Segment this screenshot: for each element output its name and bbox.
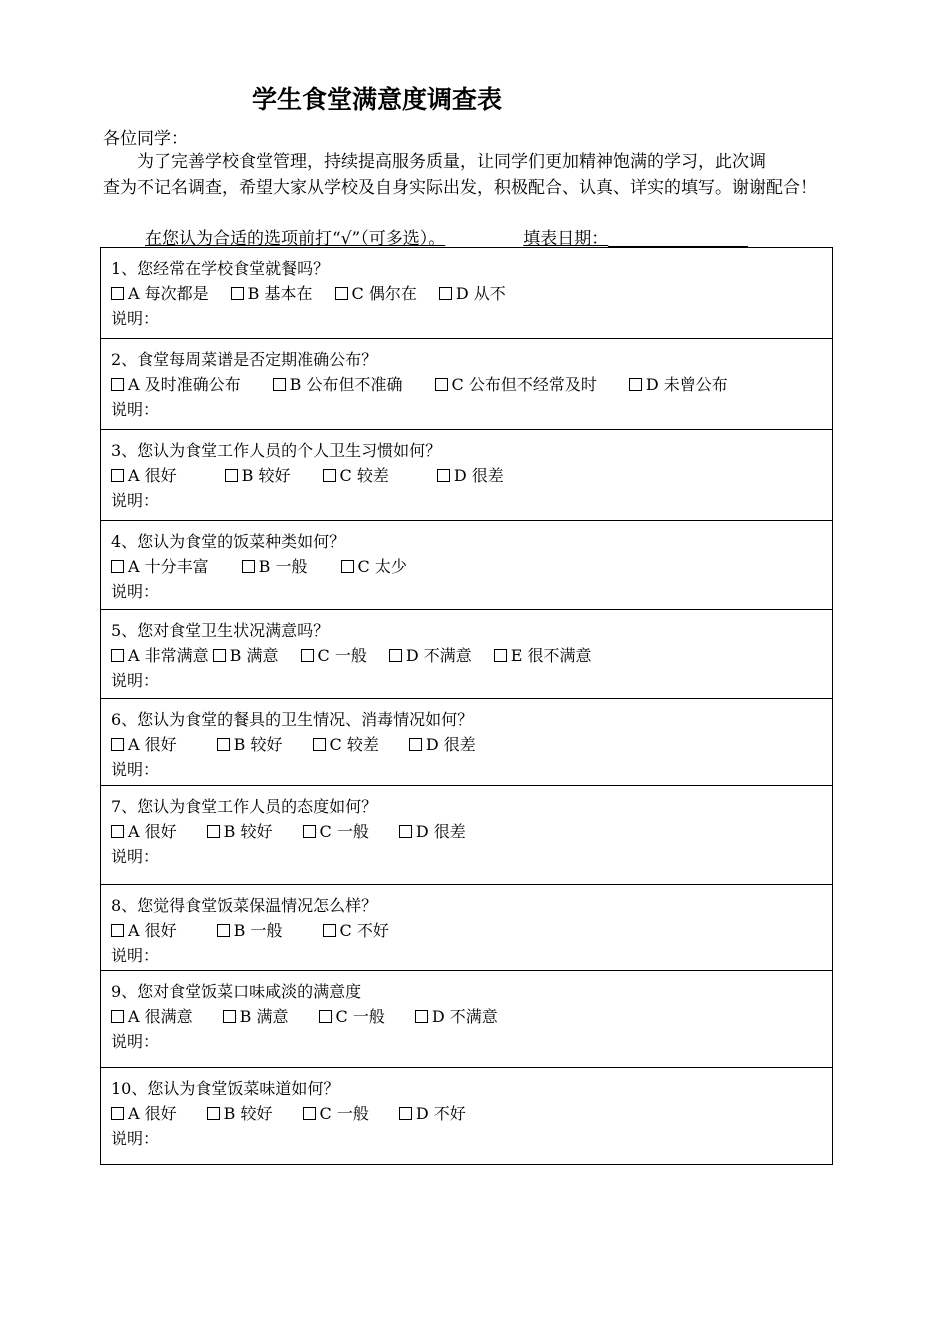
greeting: 各位同学： [103, 129, 188, 149]
checkbox[interactable] [217, 738, 230, 751]
note-label: 说明： [111, 491, 160, 510]
option[interactable] [111, 463, 177, 488]
option[interactable] [303, 819, 369, 844]
question-text: 10、您认为食堂饭菜味道如何？ [111, 1079, 340, 1098]
question-row [101, 248, 833, 339]
option[interactable] [111, 372, 241, 397]
option[interactable] [319, 1004, 385, 1029]
checkbox[interactable] [207, 1107, 220, 1120]
question-text: 8、您觉得食堂饭菜保温情况怎么样？ [111, 896, 378, 915]
option-label: C 一般 [317, 646, 367, 665]
options-row [111, 1004, 822, 1029]
option-label: A 及时准确公布 [128, 375, 241, 394]
option-label: C 偶尔在 [351, 284, 417, 303]
options-row [111, 643, 822, 668]
checkbox[interactable] [389, 649, 402, 662]
option-label: D 不好 [415, 1104, 466, 1123]
checkbox[interactable] [415, 1010, 428, 1023]
option[interactable] [111, 554, 209, 579]
checkbox[interactable] [207, 825, 220, 838]
option-label: B 满意 [239, 1007, 289, 1026]
note-label: 说明： [111, 309, 160, 328]
option[interactable] [273, 372, 403, 397]
checkbox[interactable] [111, 378, 124, 391]
option-label: C 公布但不经常及时 [451, 375, 597, 394]
option-label: D 未曾公布 [645, 375, 728, 394]
options-row [111, 918, 822, 943]
note-label: 说明： [111, 1129, 160, 1148]
question-row [101, 430, 833, 521]
intro-line-2: 查为不记名调查，希望大家从学校及自身实际出发，积极配合、认真、详实的填写。谢谢配合！ [103, 178, 817, 198]
option-label: A 很好 [128, 735, 177, 754]
question-cell [101, 885, 833, 971]
option-label: A 十分丰富 [128, 557, 209, 576]
option[interactable] [437, 463, 504, 488]
option[interactable] [301, 643, 367, 668]
checkbox[interactable] [111, 1107, 124, 1120]
checkbox[interactable] [409, 738, 422, 751]
option-label: D 很差 [425, 735, 476, 754]
option[interactable] [494, 643, 592, 668]
option[interactable] [389, 643, 472, 668]
option-label: A 很满意 [128, 1007, 193, 1026]
checkbox[interactable] [323, 469, 336, 482]
checkbox[interactable] [111, 738, 124, 751]
option[interactable] [399, 819, 466, 844]
question-text: 1、您经常在学校食堂就餐吗？ [111, 259, 330, 278]
option-label: B 较好 [223, 1104, 273, 1123]
question-text: 2、食堂每周菜谱是否定期准确公布？ [111, 350, 378, 369]
checkbox[interactable] [273, 378, 286, 391]
option[interactable] [111, 1004, 193, 1029]
options-row [111, 281, 822, 306]
option[interactable] [111, 819, 177, 844]
checkbox[interactable] [399, 1107, 412, 1120]
question-cell [101, 248, 833, 339]
option[interactable] [217, 732, 283, 757]
option[interactable] [435, 372, 597, 397]
note-label: 说明： [111, 760, 160, 779]
option[interactable] [323, 918, 389, 943]
date-field[interactable] [608, 229, 748, 247]
question-row [101, 699, 833, 786]
option-label: B 一般 [233, 921, 283, 940]
options-row [111, 1101, 822, 1126]
checkbox[interactable] [223, 1010, 236, 1023]
question-row [101, 610, 833, 699]
checkbox[interactable] [111, 825, 124, 838]
option[interactable] [217, 918, 283, 943]
option-label: C 较差 [339, 466, 389, 485]
option[interactable] [629, 372, 728, 397]
page-title: 学生食堂满意度调查表 [252, 85, 503, 114]
checkbox[interactable] [217, 924, 230, 937]
option[interactable] [415, 1004, 498, 1029]
checkbox[interactable] [323, 924, 336, 937]
checkbox[interactable] [435, 378, 448, 391]
option[interactable] [111, 1101, 177, 1126]
checkbox[interactable] [313, 738, 326, 751]
option[interactable] [323, 463, 389, 488]
option-label: C 不好 [339, 921, 389, 940]
instruction-row [145, 224, 748, 249]
options-row [111, 819, 822, 844]
option-label: A 很好 [128, 1104, 177, 1123]
options-row [111, 463, 822, 488]
checkbox[interactable] [225, 469, 238, 482]
option-label: C 较差 [329, 735, 379, 754]
option-label: B 公布但不准确 [289, 375, 403, 394]
option[interactable] [225, 463, 291, 488]
checkbox[interactable] [494, 649, 507, 662]
question-text: 3、您认为食堂工作人员的个人卫生习惯如何？ [111, 441, 442, 460]
date-label: 填表日期： [523, 229, 609, 249]
note-label: 说明： [111, 582, 160, 601]
question-row [101, 885, 833, 971]
option-label: C 一般 [319, 1104, 369, 1123]
option[interactable] [111, 643, 209, 668]
checkbox[interactable] [213, 649, 226, 662]
checkbox[interactable] [111, 649, 124, 662]
option-label: B 基本在 [247, 284, 313, 303]
option[interactable] [111, 732, 177, 757]
option-label: D 很差 [453, 466, 504, 485]
question-text: 7、您认为食堂工作人员的态度如何？ [111, 797, 378, 816]
checkbox[interactable] [111, 469, 124, 482]
option[interactable] [303, 1101, 369, 1126]
question-cell [101, 699, 833, 786]
option-label: C 太少 [357, 557, 407, 576]
option[interactable] [335, 281, 417, 306]
question-row [101, 786, 833, 885]
option-label: B 较好 [241, 466, 291, 485]
note-label: 说明： [111, 847, 160, 866]
option[interactable] [213, 643, 279, 668]
question-cell [101, 1068, 833, 1165]
option[interactable] [313, 732, 379, 757]
checkbox[interactable] [335, 287, 348, 300]
checkbox[interactable] [437, 469, 450, 482]
checkbox[interactable] [111, 287, 124, 300]
question-text: 5、您对食堂卫生状况满意吗？ [111, 621, 330, 640]
option[interactable] [399, 1101, 466, 1126]
note-label: 说明： [111, 1032, 160, 1051]
question-cell [101, 339, 833, 430]
note-label: 说明： [111, 671, 160, 690]
checkbox[interactable] [242, 560, 255, 573]
checkbox[interactable] [111, 924, 124, 937]
option[interactable] [111, 281, 209, 306]
checkbox[interactable] [301, 649, 314, 662]
question-table [100, 247, 833, 1165]
question-row [101, 521, 833, 610]
option-label: B 满意 [229, 646, 279, 665]
checkbox[interactable] [629, 378, 642, 391]
note-label: 说明： [111, 400, 160, 419]
checkbox[interactable] [231, 287, 244, 300]
intro-paragraph [103, 149, 863, 201]
option-label: A 很好 [128, 822, 177, 841]
question-cell [101, 971, 833, 1068]
options-row [111, 732, 822, 757]
note-label: 说明： [111, 946, 160, 965]
option-label: D 不满意 [405, 646, 472, 665]
option[interactable] [223, 1004, 289, 1029]
option[interactable] [341, 554, 407, 579]
option-label: B 一般 [258, 557, 308, 576]
checkbox[interactable] [303, 825, 316, 838]
option[interactable] [242, 554, 308, 579]
checkbox[interactable] [111, 560, 124, 573]
option-label: A 每次都是 [128, 284, 209, 303]
option-label: D 很差 [415, 822, 466, 841]
question-cell [101, 430, 833, 521]
question-row [101, 971, 833, 1068]
option[interactable] [409, 732, 476, 757]
option-label: D 从不 [455, 284, 506, 303]
options-row [111, 554, 822, 579]
question-text: 9、您对食堂饭菜口味咸淡的满意度 [111, 982, 362, 1001]
option[interactable] [207, 1101, 273, 1126]
option-label: A 非常满意 [128, 646, 209, 665]
checkbox[interactable] [399, 825, 412, 838]
option-label: D 不满意 [431, 1007, 498, 1026]
checkbox[interactable] [111, 1010, 124, 1023]
option-label: A 很好 [128, 921, 177, 940]
question-cell [101, 610, 833, 699]
checkbox[interactable] [341, 560, 354, 573]
option-label: B 较好 [223, 822, 273, 841]
option-label: C 一般 [319, 822, 369, 841]
instruction-text: 在您认为合适的选项前打“√”（可多选）。 [145, 229, 446, 249]
question-row [101, 1068, 833, 1165]
question-cell [101, 521, 833, 610]
option[interactable] [231, 281, 313, 306]
checkbox[interactable] [319, 1010, 332, 1023]
option-label: A 很好 [128, 466, 177, 485]
option[interactable] [111, 918, 177, 943]
option-label: B 较好 [233, 735, 283, 754]
question-row [101, 339, 833, 430]
option[interactable] [439, 281, 506, 306]
options-row [111, 372, 822, 397]
intro-line-1: 为了完善学校食堂管理，持续提高服务质量，让同学们更加精神饱满的学习，此次调 [103, 152, 766, 172]
checkbox[interactable] [439, 287, 452, 300]
option-label: E 很不满意 [510, 646, 592, 665]
option[interactable] [207, 819, 273, 844]
checkbox[interactable] [303, 1107, 316, 1120]
option-label: C 一般 [335, 1007, 385, 1026]
question-text: 4、您认为食堂的饭菜种类如何？ [111, 532, 346, 551]
question-cell [101, 786, 833, 885]
question-text: 6、您认为食堂的餐具的卫生情况、消毒情况如何？ [111, 710, 474, 729]
